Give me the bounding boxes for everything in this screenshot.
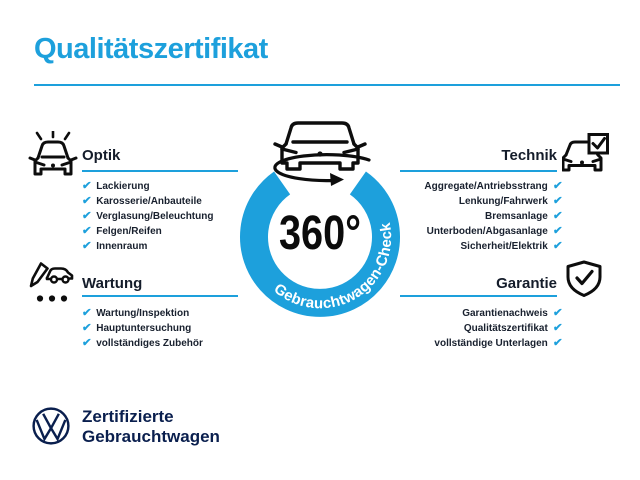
title-divider bbox=[34, 84, 620, 86]
item-label: Verglasung/Beleuchtung bbox=[96, 211, 214, 222]
footer-line1: Zertifizierte bbox=[82, 407, 174, 426]
checklist-item bbox=[82, 321, 203, 336]
section-technik bbox=[398, 130, 612, 258]
shield-check-icon bbox=[564, 260, 604, 298]
item-label: Lackierung bbox=[96, 181, 150, 192]
checklist-item bbox=[82, 239, 213, 254]
wartung-checklist bbox=[82, 306, 203, 351]
section-garantie bbox=[398, 258, 612, 368]
section-title-technik: Technik bbox=[501, 147, 557, 164]
check-icon: ✔ bbox=[81, 195, 92, 207]
ring-label-text: Gebrauchtwagen-Check bbox=[270, 221, 396, 313]
section-title-garantie: Garantie bbox=[496, 275, 557, 292]
check-icon: ✔ bbox=[552, 180, 563, 192]
section-underline bbox=[82, 170, 238, 172]
check-icon: ✔ bbox=[552, 210, 563, 222]
section-underline bbox=[82, 295, 238, 297]
item-label: Sicherheit/Elektrik bbox=[460, 241, 548, 252]
item-label: Felgen/Reifen bbox=[96, 226, 162, 237]
checklist-item bbox=[462, 306, 562, 321]
item-label: Lenkung/Fahrwerk bbox=[458, 196, 548, 207]
checklist-item bbox=[82, 209, 213, 224]
360-check-badge bbox=[230, 113, 410, 323]
check-icon: ✔ bbox=[552, 337, 563, 349]
section-title-optik: Optik bbox=[82, 147, 121, 164]
checklist-item bbox=[461, 239, 562, 254]
check-icon: ✔ bbox=[81, 337, 92, 349]
garantie-checklist bbox=[434, 306, 562, 351]
section-wartung bbox=[28, 258, 248, 368]
checklist-item bbox=[427, 224, 562, 239]
footer-line2: Gebrauchtwagen bbox=[82, 427, 220, 446]
item-label: Unterboden/Abgasanlage bbox=[426, 226, 548, 237]
check-icon: ✔ bbox=[552, 307, 563, 319]
item-label: Hauptuntersuchung bbox=[96, 323, 192, 334]
section-title-wartung: Wartung bbox=[82, 275, 143, 292]
checklist-item bbox=[424, 179, 562, 194]
checklist-item bbox=[464, 321, 562, 336]
item-label: Innenraum bbox=[96, 241, 148, 252]
item-label: vollständige Unterlagen bbox=[434, 338, 548, 349]
car-checkbox-icon bbox=[562, 133, 610, 177]
check-icon: ✔ bbox=[81, 307, 92, 319]
checklist-item bbox=[82, 179, 213, 194]
checklist-item bbox=[82, 194, 213, 209]
check-icon: ✔ bbox=[552, 195, 563, 207]
item-label: vollständiges Zubehör bbox=[96, 338, 203, 349]
check-icon: ✔ bbox=[81, 180, 92, 192]
optik-checklist bbox=[82, 179, 213, 254]
check-icon: ✔ bbox=[81, 225, 92, 237]
vw-logo bbox=[31, 406, 71, 446]
checklist-item bbox=[82, 224, 213, 239]
footer-brand-text bbox=[82, 407, 220, 447]
technik-checklist bbox=[424, 179, 562, 254]
check-icon: ✔ bbox=[81, 240, 92, 252]
item-label: Wartung/Inspektion bbox=[96, 308, 190, 319]
check-icon: ✔ bbox=[552, 240, 563, 252]
item-label: Bremsanlage bbox=[484, 211, 548, 222]
section-optik bbox=[28, 130, 248, 258]
checklist-item bbox=[82, 336, 203, 351]
item-label: Aggregate/Antriebsstrang bbox=[424, 181, 548, 192]
item-label: Qualitätszertifikat bbox=[463, 323, 548, 334]
checklist-item bbox=[485, 209, 562, 224]
sparkling-car-icon bbox=[28, 131, 78, 177]
check-icon: ✔ bbox=[552, 322, 563, 334]
checklist-item bbox=[82, 306, 203, 321]
item-label: Garantienachweis bbox=[462, 308, 548, 319]
check-icon: ✔ bbox=[552, 225, 563, 237]
car-front-rotation-icon bbox=[275, 123, 369, 186]
check-icon: ✔ bbox=[81, 322, 92, 334]
item-label: Karosserie/Anbauteile bbox=[96, 196, 202, 207]
badge-degrees-text: 360° bbox=[279, 207, 361, 260]
checklist-item bbox=[459, 194, 562, 209]
checklist-item bbox=[434, 336, 562, 351]
section-underline bbox=[400, 295, 557, 297]
check-icon: ✔ bbox=[81, 210, 92, 222]
page-title: Qualitätszertifikat bbox=[34, 33, 268, 65]
section-underline bbox=[400, 170, 557, 172]
pencil-car-checklist-icon bbox=[28, 262, 74, 306]
